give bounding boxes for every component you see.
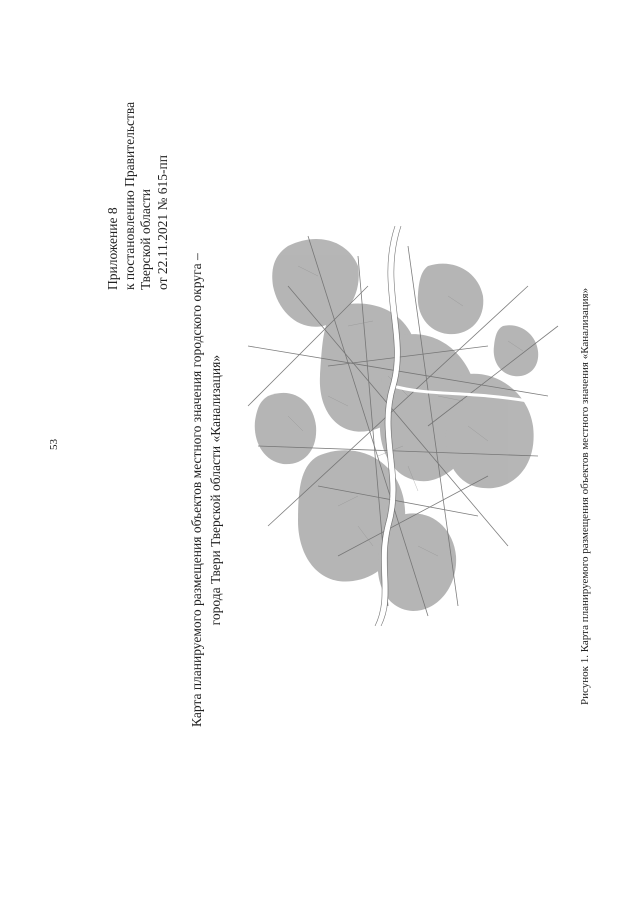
appendix-line-2: к постановлению Правительства: [121, 101, 137, 290]
city-map: [228, 226, 568, 626]
figure-caption: Рисунок 1. Карта планируемого размещения объектов местного значения «Канализация»: [579, 287, 591, 705]
map-title: [187, 253, 225, 727]
urban-areas: [255, 239, 538, 611]
map-title-line-2: города Твери Тверской области «Канализация»: [208, 354, 223, 626]
appendix-line-1: Приложение 8: [105, 207, 120, 290]
urban-area-southwest: [255, 393, 316, 464]
urban-area-east: [446, 374, 534, 488]
appendix-header: [105, 102, 171, 290]
appendix-line-3: Тверской области: [138, 189, 153, 290]
map-title-line-1: Карта планируемого размещения объектов местного значения городского округа –: [189, 253, 204, 727]
page-number: 53: [48, 439, 60, 450]
urban-area-east-patch: [494, 325, 539, 376]
appendix-line-4: от 22.11.2021 № 615-пп: [154, 155, 170, 290]
urban-area-northeast: [418, 264, 484, 335]
